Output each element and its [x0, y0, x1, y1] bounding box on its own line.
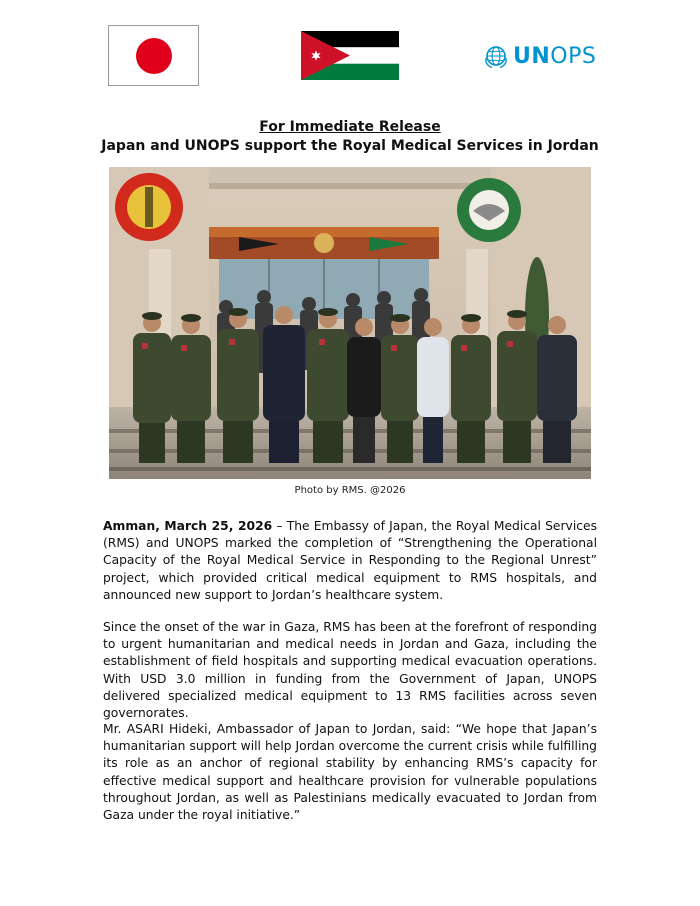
- paragraph-2: Since the onset of the war in Gaza, RMS has been at the forefront of responding to urgent humanitarian and medical needs in Jordan and Gaza, including the establishment of field hospitals and supporting medical evacuation operations. With USD 3.0 million in funding from the Government of Japan, UNOPS delivered specialized medical equipment to 13 RMS facilities across seven governorates.: [103, 620, 597, 721]
- jordan-flag: [301, 31, 399, 80]
- photo-caption: Photo by RMS. @2026: [294, 485, 406, 496]
- dateline: Amman, March 25, 2026: [103, 519, 273, 533]
- group-photo: [109, 167, 591, 479]
- un-globe-icon: [483, 43, 509, 69]
- release-label: For Immediate Release: [259, 119, 441, 135]
- unops-logo: [483, 42, 623, 70]
- unops-wordmark: UNOPS: [513, 43, 597, 69]
- japan-flag: [108, 25, 199, 86]
- japan-flag-sun: [136, 38, 172, 74]
- paragraph-3: Mr. ASARI Hideki, Ambassador of Japan to Jordan, said: “We hope that Japan’s humanitarian support will help Jordan overcome the current crisis while fulfilling its role as an anchor of regional stability by enhancing RMS’s capacity for effective medical support and healthcare provision for vulnerable populations throughout Jordan, as well as Palestinians medically evacuated to Jordan from Gaza under the royal initiative.”: [103, 722, 597, 823]
- paragraph-1-text: – The Embassy of Japan, the Royal Medical Services (RMS) and UNOPS marked the completion of “Strengthening the Operational Capacity of the Royal Medical Service in Responding to the Regional Unrest” project, which provided critical medical equipment to RMS hospitals, and announced new support to Jordan’s healthcare system.: [103, 519, 597, 602]
- release-header: [0, 118, 700, 155]
- paragraph-1: [103, 518, 597, 604]
- release-headline: Japan and UNOPS support the Royal Medical Services in Jordan: [101, 138, 599, 154]
